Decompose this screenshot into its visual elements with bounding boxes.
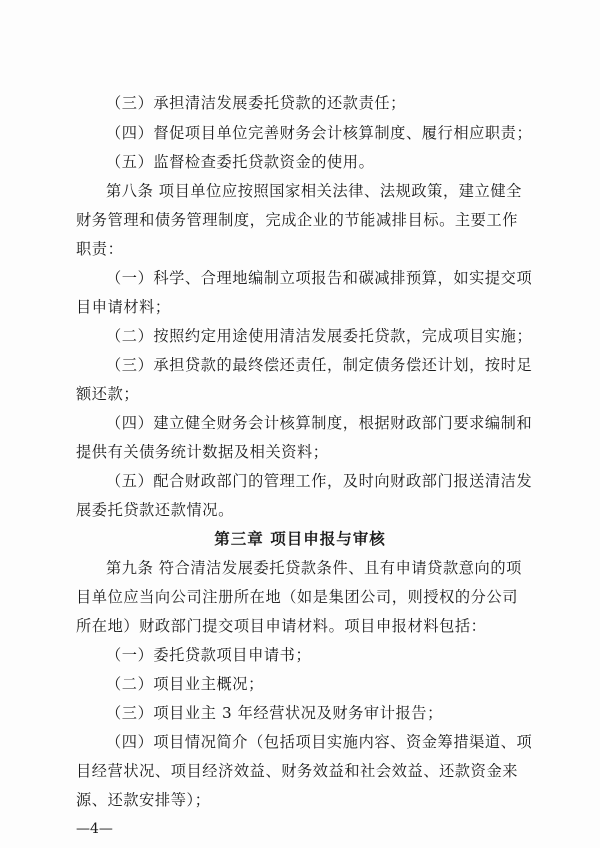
paragraph-line: 额还款； (76, 385, 140, 403)
paragraph-line: 提供有关债务统计数据及相关资料； (76, 443, 329, 461)
paragraph-line: 职责： (76, 240, 124, 258)
article-8-line: 第八条 项目单位应按照国家相关法律、法规政策，建立健全 (106, 182, 522, 200)
paragraph-line: （二）项目业主概况； (106, 675, 264, 693)
paragraph-line: 源、还款安排等）； (76, 791, 211, 809)
paragraph-line: （三）承担贷款的最终偿还责任，制定债务偿还计划，按时足 (106, 356, 533, 374)
paragraph-line: 所在地）财政部门提交项目申请材料。项目申报材料包括： (76, 617, 487, 635)
paragraph-line: （四）建立健全财务会计核算制度，根据财政部门要求编制和 (106, 414, 533, 432)
paragraph-line: 展委托贷款还款情况。 (76, 501, 234, 519)
paragraph-line: （五）配合财政部门的管理工作，及时向财政部门报送清洁发 (106, 472, 533, 490)
paragraph-line: （三）承担清洁发展委托贷款的还款责任； (106, 94, 406, 112)
page-number: —4— (76, 821, 113, 837)
article-9-line: 第九条 符合清洁发展委托贷款条件、且有申请贷款意向的项 (106, 559, 522, 577)
paragraph-line: （五）监督检查委托贷款资金的使用。 (106, 153, 375, 171)
paragraph-line: 财务管理和债务管理制度，完成企业的节能减排目标。主要工作 (76, 211, 519, 229)
paragraph-line: 目经营状况、项目经济效益、财务效益和社会效益、还款资金来 (76, 762, 519, 780)
paragraph-line: （四）督促项目单位完善财务会计核算制度、履行相应职责； (106, 124, 533, 142)
paragraph-line: 目单位应当向公司注册所在地（如是集团公司，则授权的分公司 (76, 588, 519, 606)
paragraph-line: （四）项目情况简介（包括项目实施内容、资金筹措渠道、项 (106, 733, 533, 751)
paragraph-line: （二）按照约定用途使用清洁发展委托贷款，完成项目实施； (106, 327, 533, 345)
paragraph-line: （一）科学、合理地编制立项报告和碳减排预算，如实提交项 (106, 269, 533, 287)
paragraph-line: （一）委托贷款项目申请书； (106, 646, 312, 664)
paragraph-line: 目申请材料； (76, 298, 171, 316)
chapter-heading: 第三章 项目申报与审核 (214, 530, 386, 548)
paragraph-line: （三）项目业主 3 年经营状况及财务审计报告； (106, 704, 443, 722)
